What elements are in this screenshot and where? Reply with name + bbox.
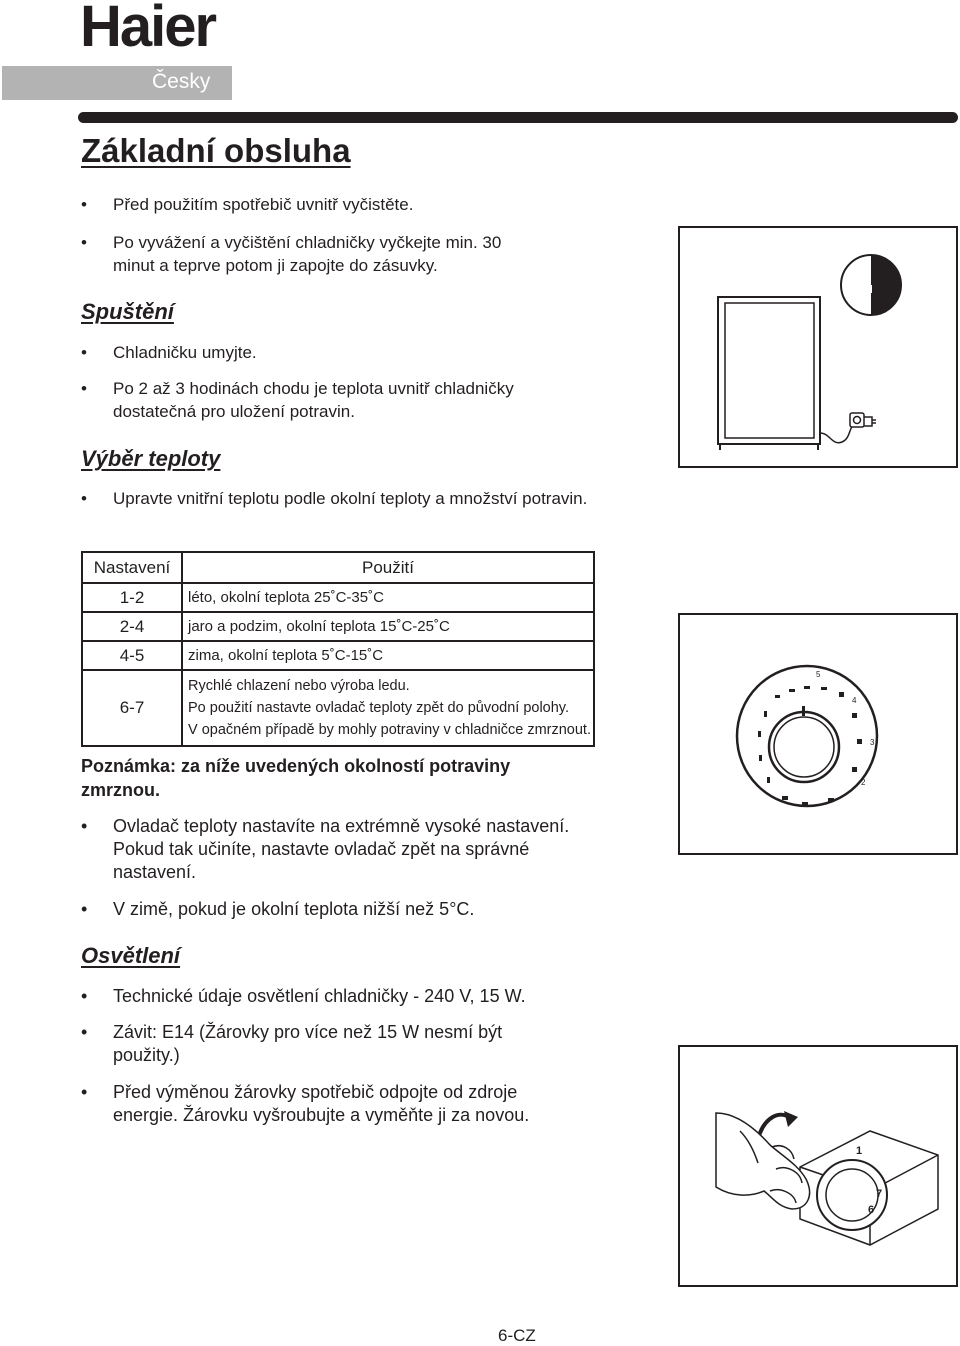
bullet-text: V zimě, pokud je okolní teplota nižší než 5°C.	[113, 899, 475, 919]
bullet-text: Chladničku umyjte.	[113, 343, 257, 362]
bullet-text: Závit: E14 (Žárovky pro více než 15 W nesmí být použity.)	[113, 1022, 503, 1065]
figure-hand-knob	[678, 1045, 958, 1287]
bullet-dot: •	[81, 489, 87, 508]
table-row	[82, 670, 594, 746]
dial-label: 4	[852, 696, 857, 705]
table-header-row	[82, 552, 594, 583]
rotation-arrow-icon	[758, 1111, 798, 1139]
bullet-text: Upravte vnitřní teplotu podle okolní teploty a množství potravin.	[113, 489, 588, 508]
table-cell-line: V opačném případě by mohly potraviny v chladničce zmrznout.	[188, 722, 591, 738]
hand-knob-illustration	[680, 1047, 956, 1285]
temperature-dial-icon	[737, 666, 877, 806]
note-text: Poznámka: za níže uvedených okolností potraviny zmrznou.	[81, 756, 511, 800]
language-label: Česky	[152, 70, 211, 93]
section-heading-temperature: Výběr teploty	[81, 446, 221, 471]
page-title: Základní obsluha	[81, 132, 351, 169]
section-heading-startup: Spuštění	[81, 299, 174, 324]
haier-logo	[80, 0, 252, 52]
table-cell-use: léto, okolní teplota 25˚C-35˚C	[182, 583, 594, 612]
table-cell-use	[182, 670, 594, 746]
list-item	[81, 193, 601, 217]
bullet-dot: •	[81, 1022, 88, 1042]
table-row	[82, 583, 594, 612]
knob-label: 1	[856, 1145, 863, 1157]
bullet-dot: •	[81, 816, 88, 836]
dial-label: 3	[870, 738, 875, 747]
bullet-dot: •	[81, 379, 87, 398]
fridge-plug-illustration	[680, 228, 956, 466]
list-item	[81, 898, 601, 922]
list-item	[81, 1081, 601, 1129]
figure-temperature-dial	[678, 613, 958, 855]
page-number: 6-CZ	[498, 1326, 536, 1345]
list-item	[81, 985, 601, 1009]
bullet-dot: •	[81, 195, 87, 214]
haier-logo-text: Haier	[80, 0, 216, 52]
table-cell-use: jaro a podzim, okolní teplota 15˚C-25˚C	[182, 612, 594, 641]
table-cell-setting: 1-2	[82, 583, 182, 612]
table-row	[82, 641, 594, 670]
temperature-dial-illustration	[680, 615, 956, 853]
bullet-text: Před použitím spotřebič uvnitř vyčistěte.	[113, 195, 414, 214]
table-cell-use: zima, okolní teplota 5˚C-15˚C	[182, 641, 594, 670]
knob-label: 6	[868, 1204, 875, 1216]
list-item	[81, 1021, 601, 1069]
bullet-text: Technické údaje osvětlení chladničky - 240 V, 15 W.	[113, 986, 526, 1006]
bullet-text: Po 2 až 3 hodinách chodu je teplota uvnitř chladničky dostatečná pro uložení potravin.	[113, 379, 514, 421]
section-heading-lighting: Osvětlení	[81, 943, 181, 968]
dial-icon	[841, 255, 901, 315]
settings-table	[81, 551, 595, 747]
table-header-use: Použití	[182, 552, 594, 583]
fridge-icon	[718, 297, 820, 450]
list-item	[81, 231, 601, 279]
table-cell-line: Rychlé chlazení nebo výroba ledu.	[188, 678, 410, 694]
header-rule	[78, 112, 958, 123]
bullet-dot: •	[81, 986, 88, 1006]
bullet-dot: •	[81, 343, 87, 362]
list-item	[81, 377, 601, 425]
list-item	[81, 487, 601, 535]
bullet-dot: •	[81, 1082, 88, 1102]
dial-label: 2	[861, 778, 866, 787]
bullet-dot: •	[81, 233, 87, 252]
table-cell-setting: 6-7	[82, 670, 182, 746]
bullet-text: Po vyvážení a vyčištění chladničky vyčkejte min. 30 minut a teprve potom ji zapojte do zásuvky.	[113, 233, 502, 275]
bullet-dot: •	[81, 899, 88, 919]
table-cell-setting: 4-5	[82, 641, 182, 670]
figure-fridge-plug	[678, 226, 958, 468]
knob-label: 7	[876, 1188, 883, 1200]
power-plug-icon	[820, 413, 876, 443]
bullet-text: Před výměnou žárovky spotřebič odpojte od zdroje energie. Žárovku vyšroubujte a vyměňte ji za novou.	[113, 1082, 530, 1125]
dial-label: 5	[816, 670, 821, 679]
table-header-setting: Nastavení	[82, 552, 182, 583]
list-item	[81, 341, 601, 365]
table-row	[82, 612, 594, 641]
table-cell-setting: 2-4	[82, 612, 182, 641]
table-cell-line: Po použití nastavte ovladač teploty zpět do původní polohy.	[188, 700, 570, 716]
list-item	[81, 815, 601, 885]
bullet-text: Ovladač teploty nastavíte na extrémně vysoké nastavení. Pokud tak učiníte, nastavte ovladač zpět na správné nastavení.	[113, 816, 570, 882]
